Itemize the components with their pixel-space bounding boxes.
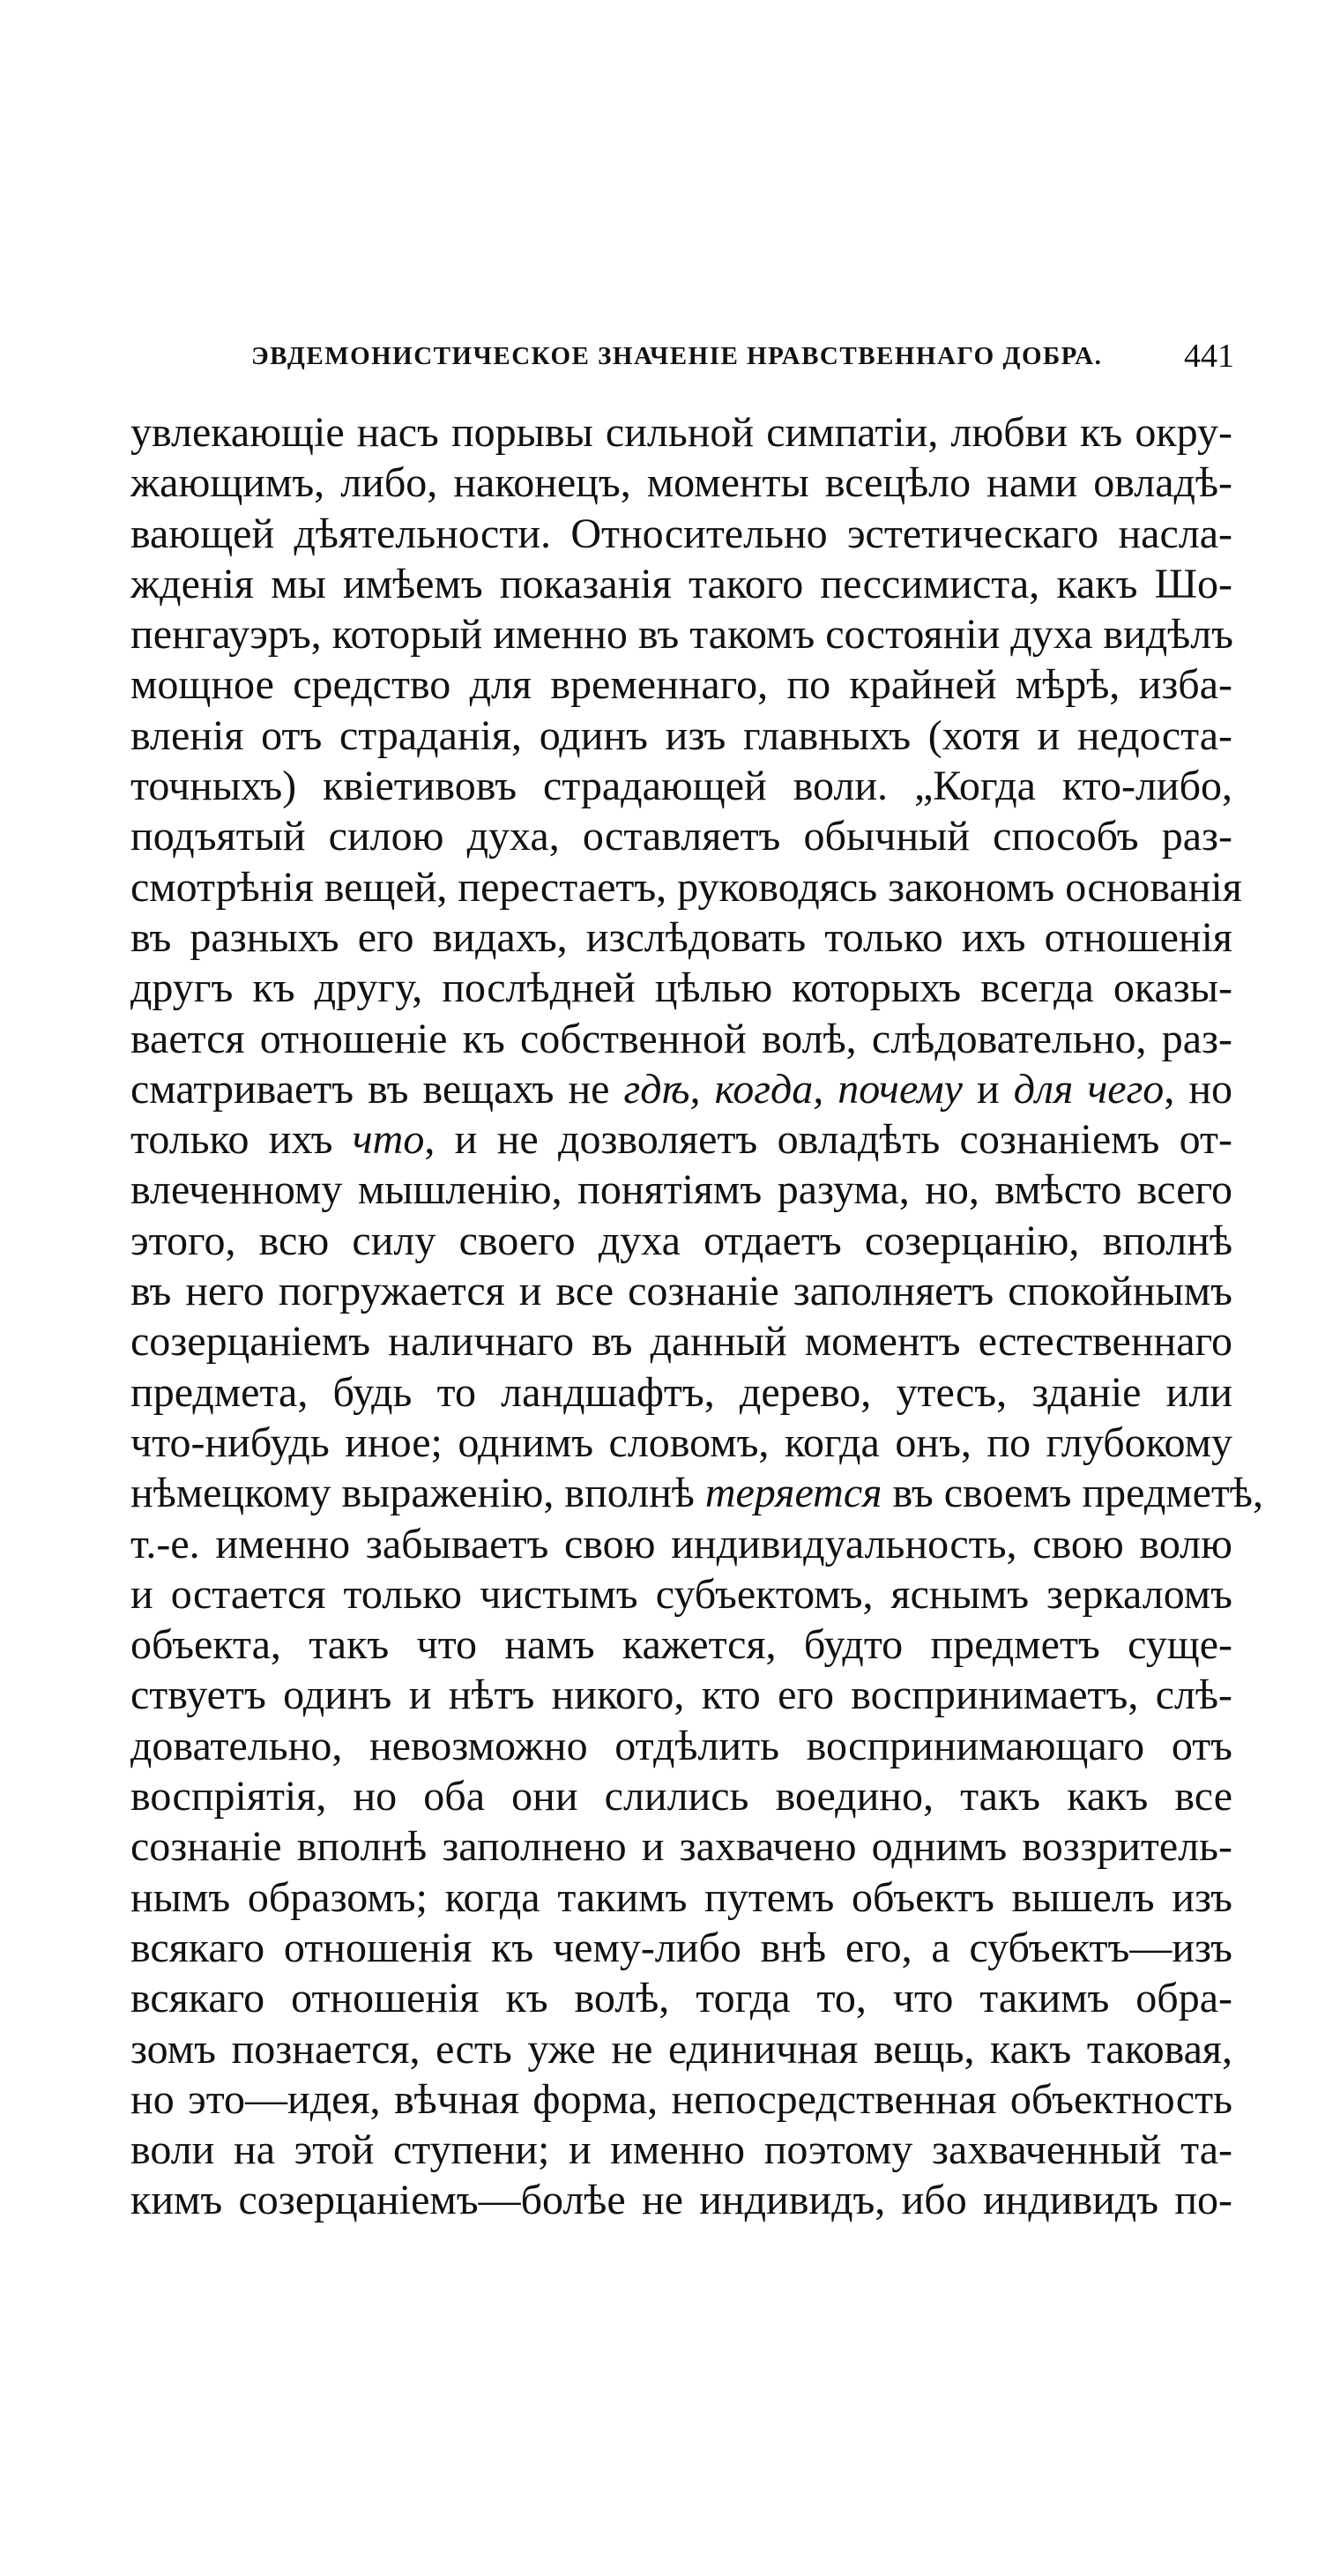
text-line xyxy=(130,1872,1232,1923)
text-line xyxy=(130,1721,1232,1771)
text-line xyxy=(130,609,1232,659)
text-line xyxy=(130,407,1232,458)
text-segment: всякаго отношенія къ чему-либо внѣ его, а субъектъ—изъ xyxy=(130,1924,1232,1971)
text-line xyxy=(130,1316,1232,1366)
page-number: 441 xyxy=(1184,338,1234,375)
text-line xyxy=(130,1216,1232,1266)
text-line xyxy=(130,963,1232,1013)
text-segment: , и не дозволяетъ овладѣть сознаніемъ от- xyxy=(424,1116,1232,1164)
italic-text: теряется xyxy=(704,1470,882,1517)
text-segment: т.-е. именно забываетъ свою индивидуальность, свою волю xyxy=(130,1520,1232,1567)
text-segment: вается отношеніе къ собственной волѣ, слѣдовательно, раз- xyxy=(130,1015,1232,1062)
running-title: ЭВДЕМОНИСТИЧЕСКОЕ ЗНАЧЕНІЕ НРАВСТВЕННАГО ДОБРА. xyxy=(251,342,1103,370)
text-segment: что-нибудь иное; однимъ словомъ, когда онъ, по глубокому xyxy=(130,1418,1232,1466)
text-segment: объекта, такъ что намъ кажется, будто предметъ суще- xyxy=(130,1621,1232,1669)
text-segment: сознаніе вполнѣ заполнено и захвачено однимъ воззритель- xyxy=(130,1823,1232,1871)
text-line xyxy=(130,761,1232,811)
text-segment: всякаго отношенія къ волѣ, тогда то, что такимъ обра- xyxy=(130,1975,1232,2022)
text-segment: въ своемъ предметѣ, xyxy=(882,1470,1263,1517)
text-line xyxy=(130,1973,1232,2023)
text-segment: точныхъ) квіетивовъ страдающей воли. „Когда кто-либо, xyxy=(130,763,1232,810)
text-line xyxy=(130,1670,1232,1720)
text-segment: предмета, будь то ландшафтъ, дерево, утесъ, зданіе или xyxy=(130,1368,1232,1416)
text-line xyxy=(130,2125,1232,2175)
text-segment: только ихъ xyxy=(130,1116,353,1164)
text-segment: довательно, невозможно отдѣлить воспринимающаго отъ xyxy=(130,1722,1232,1769)
text-line xyxy=(130,1064,1232,1114)
text-line xyxy=(130,1114,1232,1165)
italic-text: что xyxy=(352,1116,425,1164)
text-segment: въ разныхъ его видахъ, изслѣдовать только ихъ отношенія xyxy=(130,913,1232,961)
text-line xyxy=(130,912,1232,963)
text-segment: ствуетъ одинъ и нѣтъ никого, кто его воспринимаетъ, слѣ- xyxy=(130,1671,1232,1719)
text-line xyxy=(130,2074,1232,2125)
text-line xyxy=(130,1569,1232,1619)
text-line xyxy=(130,659,1232,710)
text-line xyxy=(130,458,1232,508)
text-segment: жденія мы имѣемъ показанія такого пессимиста, какъ Шо- xyxy=(130,560,1232,607)
text-segment: созерцаніемъ наличнаго въ данный моментъ естественнаго xyxy=(130,1318,1232,1366)
text-segment: мощное средство для временнаго, по крайней мѣрѣ, изба- xyxy=(130,661,1232,709)
text-line xyxy=(130,1619,1232,1670)
text-line xyxy=(130,559,1232,609)
text-segment: увлекающіе насъ порывы сильной симпатіи, любви къ окру- xyxy=(130,409,1232,456)
text-segment: сматриваетъ въ вещахъ не xyxy=(130,1065,624,1113)
text-segment: влеченному мышленію, понятіямъ разума, но, вмѣсто всего xyxy=(130,1166,1232,1214)
text-line xyxy=(130,1367,1232,1418)
text-segment: въ него погружается и все сознаніе заполняетъ спокойнымъ xyxy=(130,1268,1232,1315)
text-segment: вающей дѣятельности. Относительно эстетическаго насла- xyxy=(130,510,1232,557)
text-line xyxy=(130,1266,1232,1316)
text-line xyxy=(130,711,1232,761)
text-line xyxy=(130,1014,1232,1064)
text-line xyxy=(130,1468,1263,1518)
text-segment: другъ къ другу, послѣдней цѣлью которыхъ всегда оказы- xyxy=(130,964,1232,1012)
text-segment: и xyxy=(963,1065,1014,1113)
text-segment: подъятый силою духа, оставляетъ обычный способъ раз- xyxy=(130,813,1232,860)
text-segment: жающимъ, либо, наконецъ, моменты всецѣло нами овладѣ- xyxy=(130,459,1232,507)
text-line xyxy=(130,2024,1232,2074)
text-line xyxy=(130,2175,1232,2225)
text-segment: пенгауэръ, который именно въ такомъ состояніи духа видѣлъ xyxy=(130,611,1233,659)
running-header xyxy=(251,338,1234,381)
text-segment: воспріятія, но оба они слились воедино, такъ какъ все xyxy=(130,1773,1232,1820)
text-segment: вленія отъ страданія, одинъ изъ главныхъ (хотя и недоста- xyxy=(130,711,1232,759)
text-line xyxy=(130,1418,1232,1468)
body-text xyxy=(130,407,1263,2226)
text-line xyxy=(130,1923,1232,1973)
text-segment: но это—идея, вѣчная форма, непосредственная объектность xyxy=(130,2075,1232,2123)
text-segment: этого, всю силу своего духа отдаетъ созерцанію, вполнѣ xyxy=(130,1217,1232,1264)
text-segment: кимъ созерцаніемъ—болѣе не индивидъ, ибо индивидъ по- xyxy=(130,2177,1232,2224)
text-line xyxy=(130,1821,1232,1872)
text-segment: зомъ познается, есть уже не единичная вещь, какъ таковая, xyxy=(130,2025,1232,2073)
text-line xyxy=(130,1165,1232,1215)
text-line xyxy=(130,1771,1232,1821)
italic-text: для чего xyxy=(1013,1065,1165,1113)
text-segment: нѣмецкому выраженію, вполнѣ xyxy=(130,1470,705,1517)
text-line xyxy=(130,509,1232,559)
text-line xyxy=(130,811,1232,861)
text-segment: воли на этой ступени; и именно поэтому захваченный та- xyxy=(130,2126,1232,2174)
text-segment: и остается только чистымъ субъектомъ, яснымъ зеркаломъ xyxy=(130,1570,1232,1618)
text-line xyxy=(130,1519,1232,1569)
text-line xyxy=(130,862,1242,912)
italic-text: гдѣ, когда, почему xyxy=(623,1065,963,1113)
text-segment: , но xyxy=(1164,1065,1233,1113)
text-segment: нымъ образомъ; когда такимъ путемъ объектъ вышелъ изъ xyxy=(130,1873,1232,1921)
text-segment: смотрѣнія вещей, перестаетъ, руководясь закономъ основанія xyxy=(130,863,1242,911)
